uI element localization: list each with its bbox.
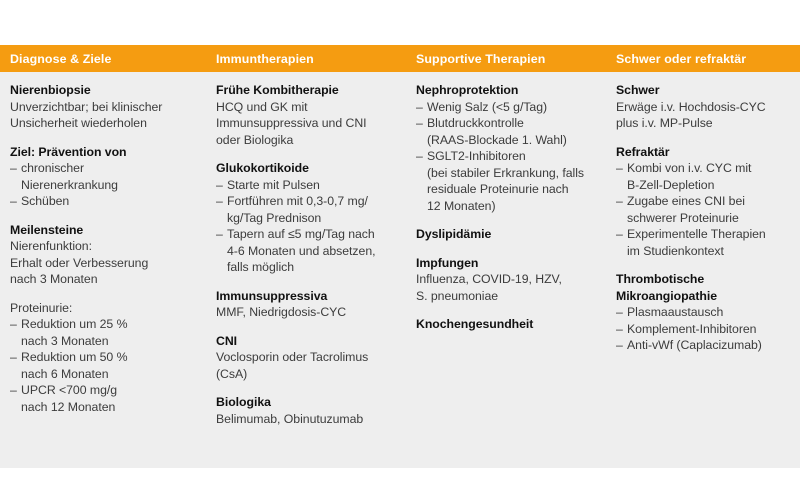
bullet-text: 4-6 Monaten und absetzen,: [227, 243, 376, 258]
block-nierenbiopsie: [10, 82, 197, 132]
block-line: Influenza, COVID-19, HZV,: [416, 272, 562, 286]
block-line: Immunsuppressiva und CNI: [216, 116, 367, 130]
bullet-text: Reduktion um 25 %: [21, 317, 128, 331]
block-line: Unverzichtbar; bei klinischer: [10, 99, 163, 114]
bullet-text: 12 Monaten): [427, 198, 496, 213]
bullet-text: Plasmaaustausch: [627, 305, 724, 319]
block-line: MMF, Niedrigdosis-CYC: [216, 305, 347, 319]
block-line: Voclosporin oder Tacrolimus: [216, 350, 369, 364]
block-cni: [216, 333, 397, 383]
block-fruehe-kombitherapie: [216, 82, 397, 148]
bullet-dash-icon: –: [616, 227, 623, 241]
bullet-item: [616, 337, 794, 354]
bullet-item: [616, 304, 794, 321]
bullet-item-continuation: [416, 198, 597, 215]
bullet-item: [416, 99, 597, 116]
bullet-item-continuation: [10, 366, 197, 383]
bullet-text: Starte mit Pulsen: [227, 177, 320, 192]
bullet-text: im Studienkontext: [627, 243, 724, 258]
bullet-item: [416, 115, 597, 132]
block-line: Belimumab, Obinutuzumab: [216, 411, 364, 426]
block-title: CNI: [216, 333, 238, 348]
bullet-dash-icon: –: [416, 149, 423, 163]
block-meilensteine: [10, 222, 197, 288]
bullet-text: residuale Proteinurie nach: [427, 182, 569, 196]
block-line: (CsA): [216, 366, 248, 381]
block-title: Mikroangiopathie: [616, 288, 717, 303]
bullet-text: Wenig Salz (<5 g/Tag): [427, 99, 548, 114]
bullet-text: Anti-vWf (Caplacizumab): [627, 338, 762, 352]
bullet-text: Experimentelle Therapien: [627, 227, 766, 241]
block-title: Dyslipidämie: [416, 227, 492, 241]
block-line: Proteinurie:: [10, 300, 73, 315]
bullet-item: [616, 193, 794, 210]
block-title: Glukokortikoide: [216, 161, 309, 175]
bullet-item-continuation: [216, 243, 397, 260]
bullet-text: B-Zell-Depletion: [627, 177, 715, 192]
bullet-item-continuation: [616, 210, 794, 227]
block-glukokortikoide: [216, 160, 397, 276]
column-header-supportive-therapien: Supportive Therapien: [416, 51, 546, 66]
bullet-text: schwerer Proteinurie: [627, 210, 739, 225]
bullet-dash-icon: –: [616, 305, 623, 319]
bullet-item-continuation: [216, 210, 397, 227]
bullet-text: Nierenerkrankung: [21, 177, 118, 192]
block-impfungen: [416, 255, 597, 305]
bullet-dash-icon: –: [10, 161, 17, 175]
bullet-text: Kombi von i.v. CYC mit: [627, 161, 752, 175]
bullet-text: nach 6 Monaten: [21, 366, 109, 381]
bullet-item-continuation: [616, 243, 794, 260]
bullet-list: [616, 160, 794, 259]
column-header-diagnose-ziele: Diagnose & Ziele: [10, 51, 112, 66]
bullet-item-continuation: [416, 132, 597, 149]
block-ziel-praevention-von: [10, 144, 197, 210]
bullet-item-continuation: [616, 177, 794, 194]
block-line: Erhalt oder Verbesserung: [10, 255, 149, 270]
bullet-item-continuation: [10, 177, 197, 194]
block-refraktaer: [616, 144, 794, 260]
bullet-list: [10, 160, 197, 210]
column-body-supportive-therapien: [403, 72, 603, 468]
column-header-row: [0, 45, 800, 72]
block-title: Biologika: [216, 395, 271, 409]
block-title: Impfungen: [416, 255, 479, 270]
bullet-item: [616, 321, 794, 338]
bullet-text: chronischer: [21, 161, 85, 175]
block-immunsuppressiva: [216, 288, 397, 321]
bullet-item: [10, 160, 197, 177]
block-line: S. pneumoniae: [416, 288, 499, 303]
bullet-dash-icon: –: [10, 317, 17, 331]
bullet-dash-icon: –: [616, 161, 623, 175]
bullet-item: [616, 226, 794, 243]
bullet-item: [216, 226, 397, 243]
bullet-text: (bei stabiler Erkrankung, falls: [427, 165, 585, 180]
block-nephroprotektion: [416, 82, 597, 214]
bullet-dash-icon: –: [216, 177, 223, 192]
bullet-dash-icon: –: [10, 383, 17, 397]
block-line: nach 3 Monaten: [10, 272, 98, 286]
column-header-schwer-oder-refraktaer: Schwer oder refraktär: [616, 51, 747, 66]
bullet-dash-icon: –: [10, 350, 17, 364]
block-schwer: [616, 82, 794, 132]
bullet-text: Blutdruckkontrolle: [427, 116, 524, 130]
bullet-item-continuation: [10, 399, 197, 416]
block-biologika: [216, 394, 397, 427]
bullet-dash-icon: –: [10, 194, 17, 208]
block-knochengesundheit: [416, 316, 597, 333]
bullet-text: Schüben: [21, 194, 70, 208]
bullet-dash-icon: –: [616, 321, 623, 336]
block-line: Erwäge i.v. Hochdosis-CYC: [616, 99, 766, 114]
column-body-immuntherapien: [203, 72, 403, 468]
block-line: plus i.v. MP-Pulse: [616, 116, 713, 130]
bullet-text: falls möglich: [227, 260, 295, 274]
column-body-diagnose-ziele: [0, 72, 203, 468]
block-title: Meilensteine: [10, 222, 84, 237]
block-title: Ziel: Prävention von: [10, 144, 127, 159]
block-title: Knochengesundheit: [416, 317, 534, 331]
bullet-item: [216, 177, 397, 194]
bullet-item: [10, 193, 197, 210]
block-line: HCQ und GK mit: [216, 99, 308, 114]
block-title: Schwer: [616, 83, 660, 97]
bullet-text: SGLT2-Inhibitoren: [427, 149, 526, 163]
block-title: Frühe Kombitherapie: [216, 83, 339, 97]
bullet-dash-icon: –: [416, 99, 423, 114]
block-title: Thrombotische: [616, 272, 705, 286]
block-title: Nephroprotektion: [416, 83, 519, 97]
block-line: Nierenfunktion:: [10, 239, 92, 253]
bullet-dash-icon: –: [216, 227, 223, 241]
bullet-list: [616, 304, 794, 354]
block-line: Unsicherheit wiederholen: [10, 116, 147, 130]
bullet-item: [10, 382, 197, 399]
column-header-immuntherapien: Immuntherapien: [216, 51, 314, 66]
bullet-list: [10, 316, 197, 415]
bullet-text: Tapern auf ≤5 mg/Tag nach: [227, 227, 375, 241]
bullet-dash-icon: –: [416, 116, 423, 130]
block-title: Immunsuppressiva: [216, 288, 328, 303]
bullet-list: [416, 99, 597, 215]
block-thrombotische-mikroangiopathie: [616, 271, 794, 354]
bullet-text: (RAAS-Blockade 1. Wahl): [427, 132, 567, 147]
bullet-item: [10, 349, 197, 366]
bullet-text: Fortführen mit 0,3-0,7 mg/: [227, 194, 368, 208]
bullet-text: Reduktion um 50 %: [21, 350, 128, 364]
bullet-list: [216, 177, 397, 276]
column-body-row: [0, 72, 800, 468]
bullet-text: kg/Tag Prednison: [227, 210, 322, 225]
bullet-dash-icon: –: [216, 194, 223, 208]
block-line: oder Biologika: [216, 132, 294, 147]
bullet-text: nach 12 Monaten: [21, 399, 116, 414]
bullet-text: Komplement-Inhibitoren: [627, 321, 757, 336]
bullet-item-continuation: [416, 165, 597, 182]
bullet-dash-icon: –: [616, 194, 623, 208]
bullet-item: [616, 160, 794, 177]
bullet-item: [416, 148, 597, 165]
bullet-item-continuation: [10, 333, 197, 350]
bullet-dash-icon: –: [616, 338, 623, 352]
block-title: Nierenbiopsie: [10, 83, 91, 97]
bullet-item-continuation: [216, 259, 397, 276]
bullet-text: Zugabe eines CNI bei: [627, 194, 745, 208]
bullet-item-continuation: [416, 181, 597, 198]
block-diagnose-ziele: [10, 300, 197, 416]
block-dyslipidaemie: [416, 226, 597, 243]
block-title: Refraktär: [616, 144, 670, 159]
bullet-item: [10, 316, 197, 333]
bullet-text: nach 3 Monaten: [21, 333, 109, 348]
bullet-text: UPCR <700 mg/g: [21, 383, 118, 397]
column-body-schwer-oder-refraktaer: [603, 72, 800, 468]
bullet-item: [216, 193, 397, 210]
